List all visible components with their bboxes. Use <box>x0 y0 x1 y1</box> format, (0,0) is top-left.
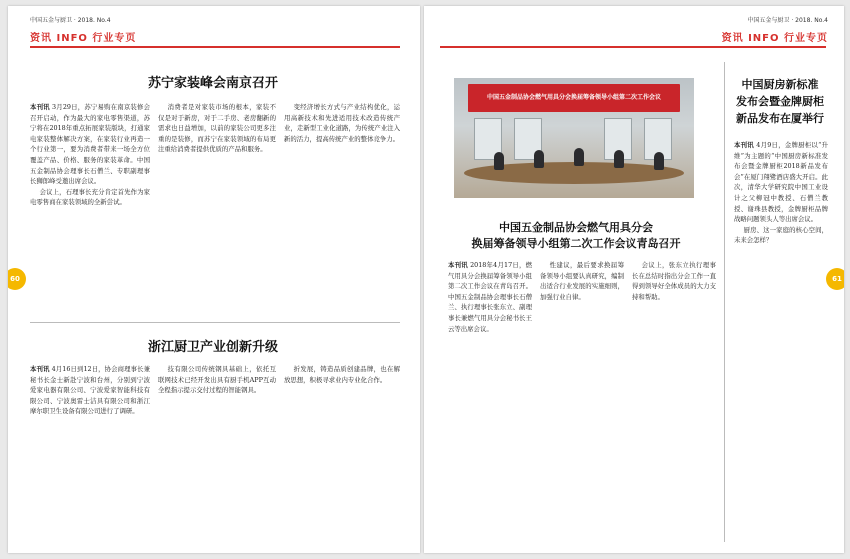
article-column <box>158 364 276 544</box>
article-column <box>158 102 276 310</box>
column-text: 性建议，最后要求换届筹备领导小组要认真研究，编制出适合行业发展的实施细则，加强行业自律。 <box>540 261 624 301</box>
column-text: 会议上，张东立执行理事长在总结时指出分会工作一直得到领导好全体成员的大力支持和帮助。 <box>632 261 716 301</box>
column-text: 厨房、这一家庭的核心空间，未来会怎样？ <box>734 225 828 245</box>
article-column <box>30 102 150 310</box>
column-text: 消费者是对家装市场的根本，家装不仅是对于新房，对于二手房、老房翻新的需求也日益增加，以前的家装公司更多注重的是装修，而苏宁在家装领域的布局更注重给消费者提供优质的产品和服务。 <box>158 103 276 154</box>
article-column <box>540 260 624 544</box>
byline: 本刊讯 <box>30 365 50 373</box>
article-column <box>30 364 150 544</box>
article-column <box>734 140 828 544</box>
column-text: 3月29日，苏宁易购在南京装修会召开启动，作为最大的家电零售渠道，苏宁将在2018年重点拓展家装版块，打通家电家装整体解决方案，在家装行业再造一个行业第一，要为消费者带来一场全方位覆盖产品、价格、服务的家装革命。中国五金制品协会理事长石僧兰、专职副理事长狮郎峰受邀出席会议。 <box>30 103 150 186</box>
article-column <box>632 260 716 544</box>
section-header <box>30 28 136 44</box>
section-label: 资讯 INFO 行业专页 <box>721 32 828 44</box>
header-rule <box>30 46 400 48</box>
right-page <box>424 6 844 553</box>
title-line: 换届筹备领导小组第二次工作会议青岛召开 <box>471 237 681 250</box>
article-column <box>448 260 532 544</box>
running-header: 中国五金与厨卫 · 2018. No.4 <box>30 17 111 24</box>
title-line: 新品发布在厦举行 <box>736 112 824 125</box>
column-text: 技有限公司传统钢具基础上，依托互联网技术已经开发出具有厨手机APP互动全程指示提示交付过程的智能钢具。 <box>158 365 276 395</box>
column-text: 折发展，铸造品质创建品牌，也在解放思想，积极寻求业内专业化合作。 <box>284 365 400 384</box>
title-line: 中国五金制品协会燃气用具分会 <box>499 221 653 234</box>
meeting-banner <box>468 84 680 112</box>
attendee-figure <box>614 150 624 168</box>
column-text: 变经济增长方式与产业结构优化，运用高新技术和先进适用技术改造传统产业，走新型工业化道路，为传统产业注入新的活力，提高传统产业的整体竞争力。 <box>284 103 400 143</box>
page-number-tab: 61 <box>826 268 844 290</box>
column-text: 会议上，石理事长充分肯定首先作为家电零售商在家装领域的全新尝试。 <box>30 187 150 207</box>
attendee-figure <box>534 150 544 168</box>
attendee-figure <box>494 152 504 170</box>
article-title <box>730 76 830 127</box>
column-text: 4月9日，金牌厨柜以“升维”为主题的“中国厨房新标准发布会暨金牌厨柜2018新品发布会”在厦门翔鹭酒店盛大开启。此次，清华大学研究院中国工业设计之父柳冠中教授、石僧兰教授、谢珠县教授，金牌厨柜品牌战略问题领头人等出席会议。 <box>734 141 828 224</box>
column-divider <box>724 62 725 542</box>
byline: 本刊讯 <box>734 141 754 149</box>
article-column <box>284 364 400 544</box>
column-text: 2018年4月17日，燃气用具分会换届筹备领导小组第二次工作会议在青岛召开。中国五金制品协会理事长石僧兰、执行理事长张东立、副理事长兼燃气用具分会秘书长王云等出席会议。 <box>448 261 532 333</box>
section-label: 资讯 INFO 行业专页 <box>30 32 137 44</box>
section-header <box>722 28 828 44</box>
byline: 本刊讯 <box>30 103 50 111</box>
byline: 本刊讯 <box>448 261 468 269</box>
meeting-photo <box>454 78 694 198</box>
column-text: 4月16日到12日，协会商理事长兼秘书长金士新赴宁波和台州，分别到宁波爱家电器有限公司、宁波爱家智能科技有限公司、宁波奥雷士洁具有限公司和浙江摩尔职卫生设备有限公司进行了调研。 <box>30 365 150 416</box>
running-header: 中国五金与厨卫 · 2018. No.4 <box>747 17 828 24</box>
title-line: 发布会暨金牌厨柜 <box>736 95 824 108</box>
article-divider <box>30 322 400 323</box>
header-rule <box>440 46 826 48</box>
attendee-figure <box>654 152 664 170</box>
title-line: 中国厨房新标准 <box>741 78 819 91</box>
article-title <box>440 220 712 252</box>
attendee-figure <box>574 148 584 166</box>
banner-text: 中国五金制品协会燃气用具分会换届筹备领导小组第二次工作会议 <box>486 94 661 101</box>
page-number-tab: 60 <box>8 268 26 290</box>
article-title: 浙江厨卫产业创新升级 <box>147 340 278 355</box>
article-title: 苏宁家装峰会南京召开 <box>147 76 278 91</box>
left-page <box>8 6 420 553</box>
article-column <box>284 102 400 310</box>
